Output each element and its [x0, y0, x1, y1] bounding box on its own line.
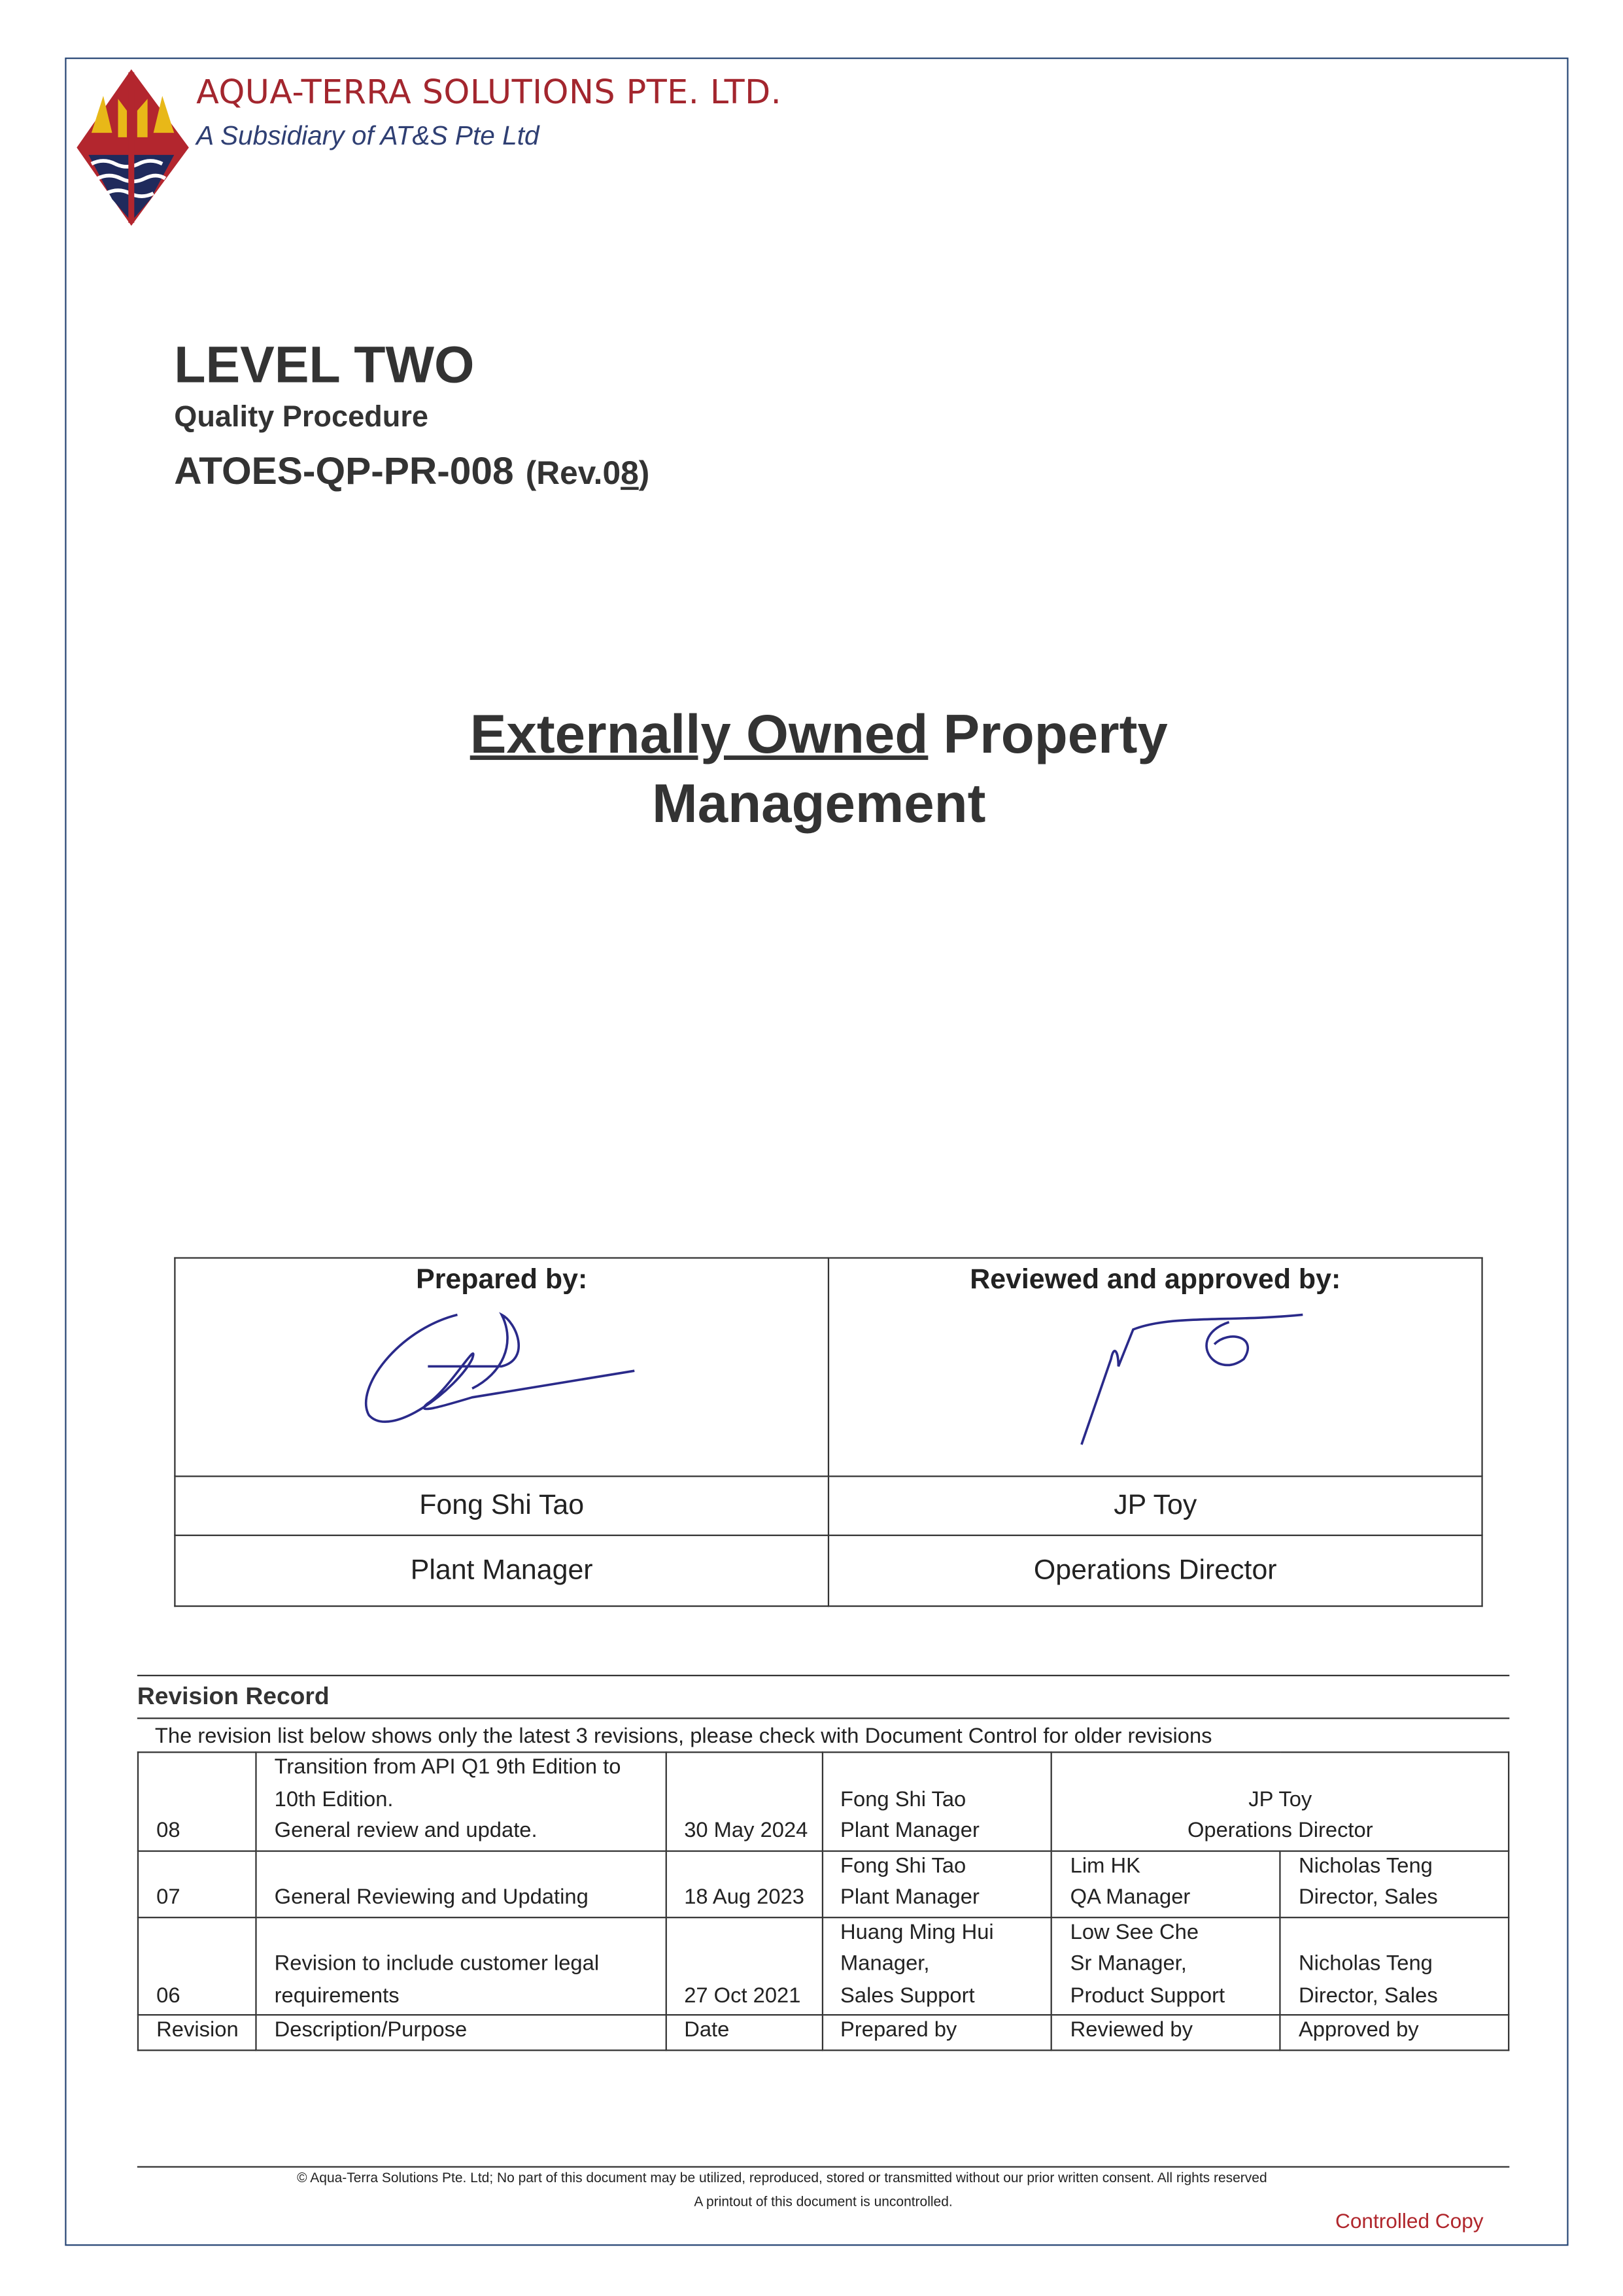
- reviewer-name: Lim HK: [1070, 1854, 1140, 1878]
- reviewed-by-name: JP Toy: [829, 1477, 1482, 1535]
- controlled-copy-stamp: Controlled Copy: [1335, 2208, 1484, 2233]
- reviewer-role: QA Manager: [1070, 1885, 1191, 1910]
- reviewed-approved-cell: [1051, 1752, 1509, 1850]
- desc-line: Revision to include customer legal: [274, 1952, 600, 1976]
- company-logo-icon: [74, 67, 192, 229]
- date-cell: 30 May 2024: [666, 1752, 822, 1850]
- rev-cell: 06: [138, 1917, 256, 2015]
- title-rest: Property: [928, 704, 1168, 764]
- revision-note: The revision list below shows only the latest 3 revisions, please check with Document Control for older revisions: [154, 1724, 1212, 1749]
- prepared-name: Fong Shi Tao: [840, 1854, 966, 1878]
- prepared-role: Plant Manager: [840, 1819, 980, 1843]
- document-title: [295, 700, 1342, 838]
- column-header: Approved by: [1280, 2015, 1509, 2049]
- reviewer-role: Operations Director: [1187, 1819, 1373, 1843]
- approver-role: Director, Sales: [1298, 1983, 1438, 2008]
- footer-divider: [137, 2166, 1509, 2167]
- desc-cell: General Reviewing and Updating: [256, 1851, 666, 1917]
- table-row: [138, 1917, 1509, 2015]
- desc-line: General review and update.: [274, 1819, 538, 1843]
- prepared-role: Sales Support: [840, 1983, 975, 2008]
- prepared-cell: [822, 1752, 1052, 1850]
- table-row: [138, 1851, 1509, 1917]
- approver-role: Director, Sales: [1298, 1885, 1438, 1910]
- prepared-name: Huang Ming Hui: [840, 1920, 994, 1944]
- date-cell: 18 Aug 2023: [666, 1851, 822, 1917]
- prepared-cell: [822, 1851, 1052, 1917]
- desc-line: 10th Edition.: [274, 1787, 394, 1811]
- prepared-by-label: Prepared by:: [416, 1264, 588, 1296]
- approver-name: Nicholas Teng: [1298, 1952, 1433, 1976]
- table-row: [138, 1752, 1509, 1850]
- rev-cell: 07: [138, 1851, 256, 1917]
- prepared-by-name: Fong Shi Tao: [175, 1477, 829, 1535]
- company-name: AQUA-TERRA SOLUTIONS PTE. LTD.: [196, 73, 782, 112]
- desc-line: requirements: [274, 1983, 400, 2008]
- reviewed-by-cell: [829, 1258, 1482, 1477]
- approved-cell: [1280, 1851, 1509, 1917]
- document-number: [174, 449, 649, 494]
- reviewed-signature-icon: [1008, 1300, 1303, 1448]
- desc-cell: [256, 1752, 666, 1850]
- prepared-cell: [822, 1917, 1052, 2015]
- reviewed-cell: [1051, 1917, 1280, 2015]
- company-subsidiary: A Subsidiary of AT&S Pte Ltd: [196, 121, 539, 151]
- rev-digit: 8: [621, 454, 639, 492]
- reviewer-name: Low See Che: [1070, 1920, 1199, 1944]
- signoff-table: [174, 1257, 1482, 1607]
- prepared-role: Plant Manager: [840, 1885, 980, 1910]
- rev-prefix: (Rev.0: [525, 454, 621, 492]
- prepared-by-cell: [175, 1258, 829, 1477]
- printout-notice: A printout of this document is uncontrolled.: [694, 2194, 953, 2209]
- reviewer-role: Sr Manager,: [1070, 1952, 1187, 1976]
- divider: [137, 1717, 1509, 1719]
- rev-cell: 08: [138, 1752, 256, 1850]
- reviewed-by-label: Reviewed and approved by:: [970, 1264, 1341, 1296]
- column-header: Prepared by: [822, 2015, 1052, 2049]
- copyright-notice: © Aqua-Terra Solutions Pte. Ltd; No part of this document may be utilized, reproduced, stored or transmitted without our prior written consent. All rights reserved: [297, 2170, 1267, 2185]
- approved-cell: [1280, 1917, 1509, 2015]
- document-code: ATOES-QP-PR-008: [174, 448, 514, 493]
- column-header: Description/Purpose: [256, 2015, 666, 2049]
- reviewed-by-title: Operations Director: [829, 1535, 1482, 1606]
- reviewed-cell: [1051, 1851, 1280, 1917]
- document-type: Quality Procedure: [174, 401, 428, 434]
- rev-suffix: ): [638, 454, 650, 492]
- revision-table: [137, 1751, 1509, 2050]
- column-header: Revision: [138, 2015, 256, 2049]
- desc-line: Transition from API Q1 9th Edition to: [274, 1756, 621, 1780]
- date-cell: 27 Oct 2021: [666, 1917, 822, 2015]
- reviewer-role: Product Support: [1070, 1983, 1225, 2008]
- revision-record-title: Revision Record: [137, 1683, 330, 1711]
- header-row: [138, 2015, 1509, 2049]
- title-underlined: Externally Owned: [470, 704, 929, 764]
- column-header: Reviewed by: [1051, 2015, 1280, 2049]
- divider: [137, 1675, 1509, 1676]
- prepared-signature-icon: [339, 1300, 664, 1448]
- column-header: Date: [666, 2015, 822, 2049]
- prepared-by-title: Plant Manager: [175, 1535, 829, 1606]
- approver-name: Nicholas Teng: [1298, 1854, 1433, 1878]
- desc-cell: [256, 1917, 666, 2015]
- document-level: LEVEL TWO: [174, 336, 475, 394]
- title-line2: Management: [652, 773, 986, 834]
- reviewer-name: JP Toy: [1248, 1787, 1312, 1811]
- prepared-role: Manager,: [840, 1952, 930, 1976]
- revision-label: [526, 454, 650, 491]
- prepared-name: Fong Shi Tao: [840, 1787, 966, 1811]
